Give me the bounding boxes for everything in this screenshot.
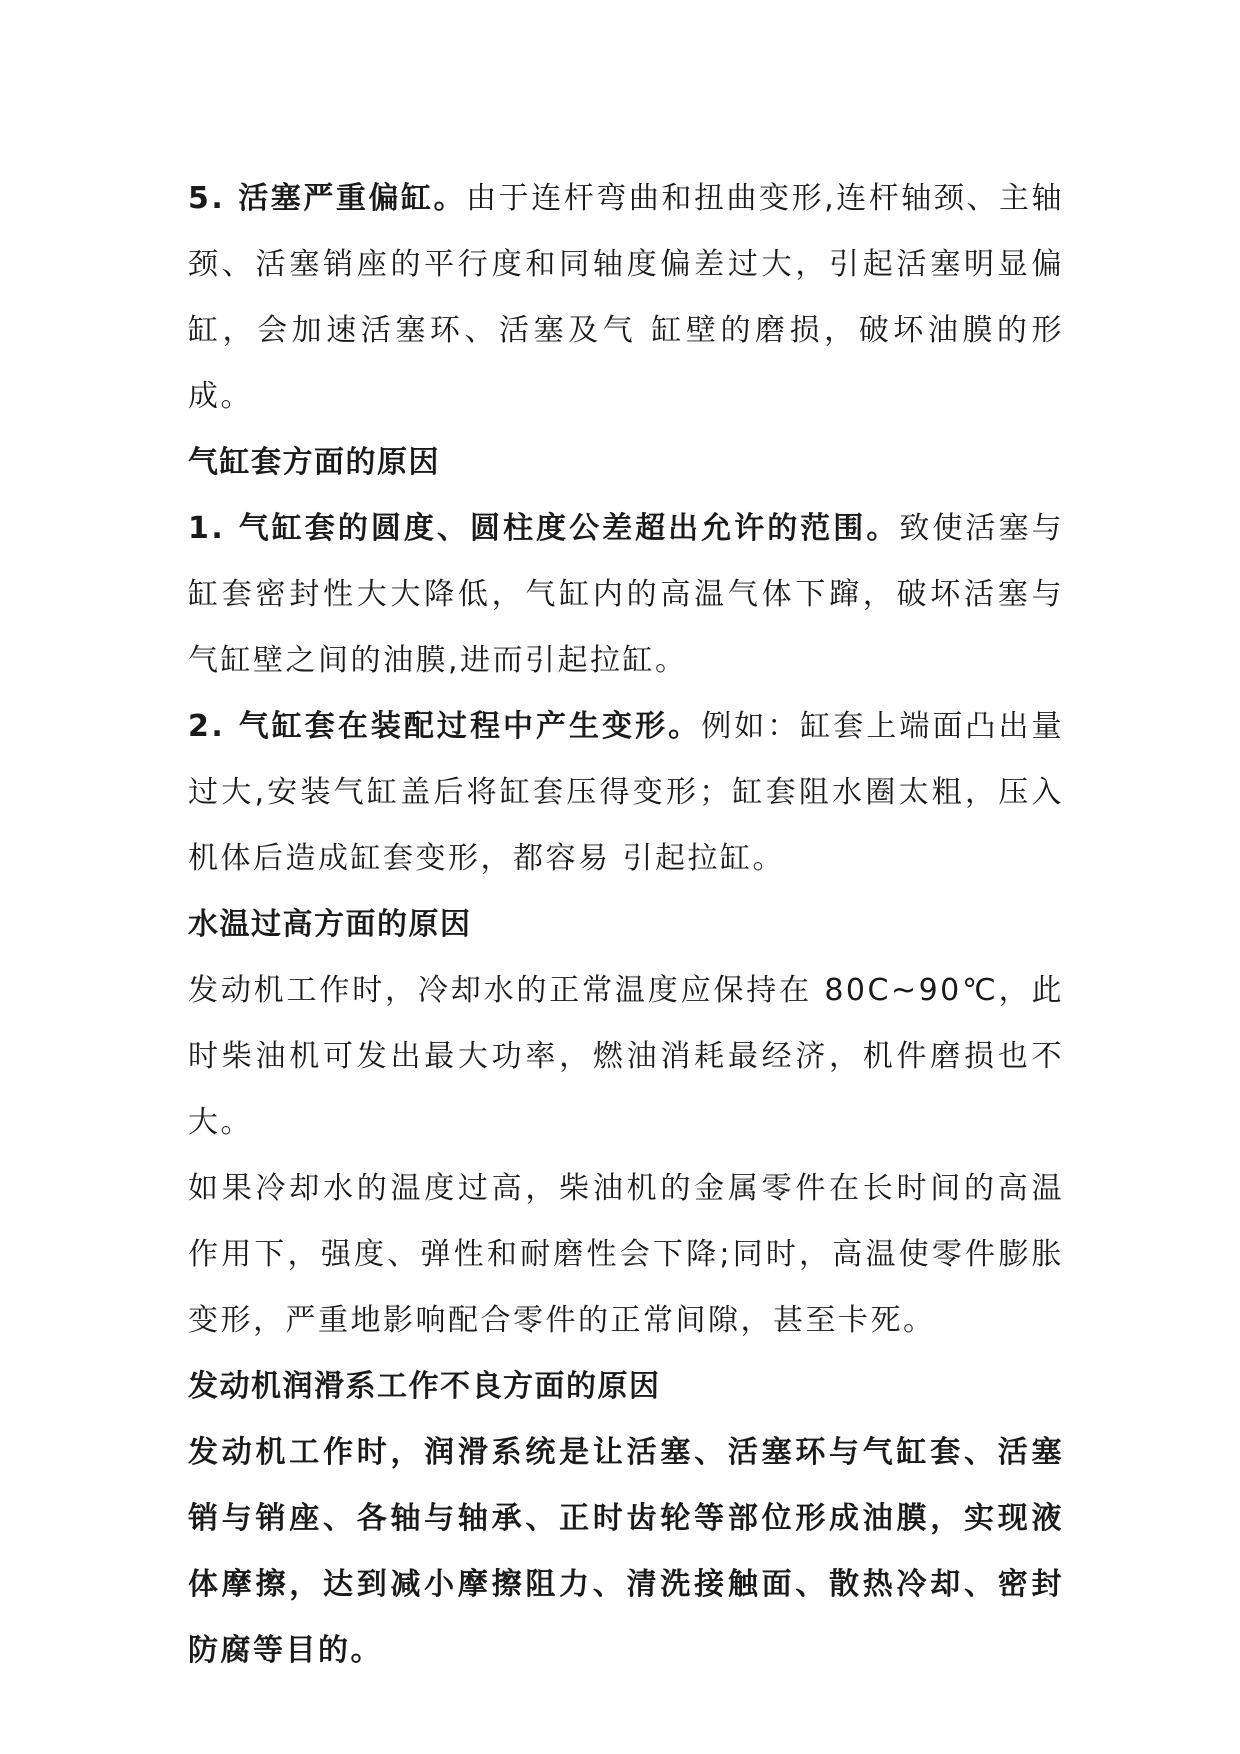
paragraph-piston-offset (188, 166, 1064, 430)
paragraph-liner-roundness (188, 496, 1064, 694)
paragraph-body: 例如：缸套上端面凸出量过大,安装气缸盖后将缸套压得变形；缸套阻水圈太粗，压入机体后造成缸套变形，都容易 引起拉缸。 (188, 709, 1064, 876)
paragraph-lead: 1. 气缸套的圆度、圆柱度公差超出允许的范围。 (188, 511, 900, 546)
paragraph-lubrication: 发动机工作时，润滑系统是让活塞、活塞环与气缸套、活塞销与销座、各轴与轴承、正时齿轮等部位形成油膜，实现液体摩擦，达到减小摩擦阻力、清洗接触面、散热冷却、密封防腐等目的。 (188, 1435, 1064, 1668)
paragraph-body: 由于连杆弯曲和扭曲变形,连杆轴颈、主轴颈、活塞销座的平行度和同轴度偏差过大，引起活塞明显偏缸，会加速活塞环、活塞及气 缸壁的磨损，破坏油膜的形成。 (188, 181, 1064, 414)
paragraph-liner-deformation (188, 694, 1064, 892)
section-heading-water-temperature: 水温过高方面的原因 (188, 907, 472, 942)
section-heading-cylinder-liner: 气缸套方面的原因 (188, 445, 440, 480)
paragraph-lead: 5. 活塞严重偏缸。 (188, 181, 467, 216)
paragraph-lead: 2. 气缸套在装配过程中产生变形。 (188, 709, 702, 744)
paragraph-body: 致使活塞与缸套密封性大大降低，气缸内的高温气体下蹿，破坏活塞与气缸壁之间的油膜,进而引起拉缸。 (188, 511, 1064, 678)
paragraph-water-normal: 发动机工作时，冷却水的正常温度应保持在 80C~90℃，此时柴油机可发出最大功率，燃油消耗最经济，机件磨损也不大。 (188, 973, 1064, 1140)
document-page (188, 166, 1064, 1684)
section-heading-lubrication: 发动机润滑系工作不良方面的原因 (188, 1369, 661, 1404)
paragraph-water-overheat: 如果冷却水的温度过高，柴油机的金属零件在长时间的高温作用下，强度、弹性和耐磨性会下降;同时，高温使零件膨胀变形，严重地影响配合零件的正常间隙，甚至卡死。 (188, 1171, 1064, 1338)
